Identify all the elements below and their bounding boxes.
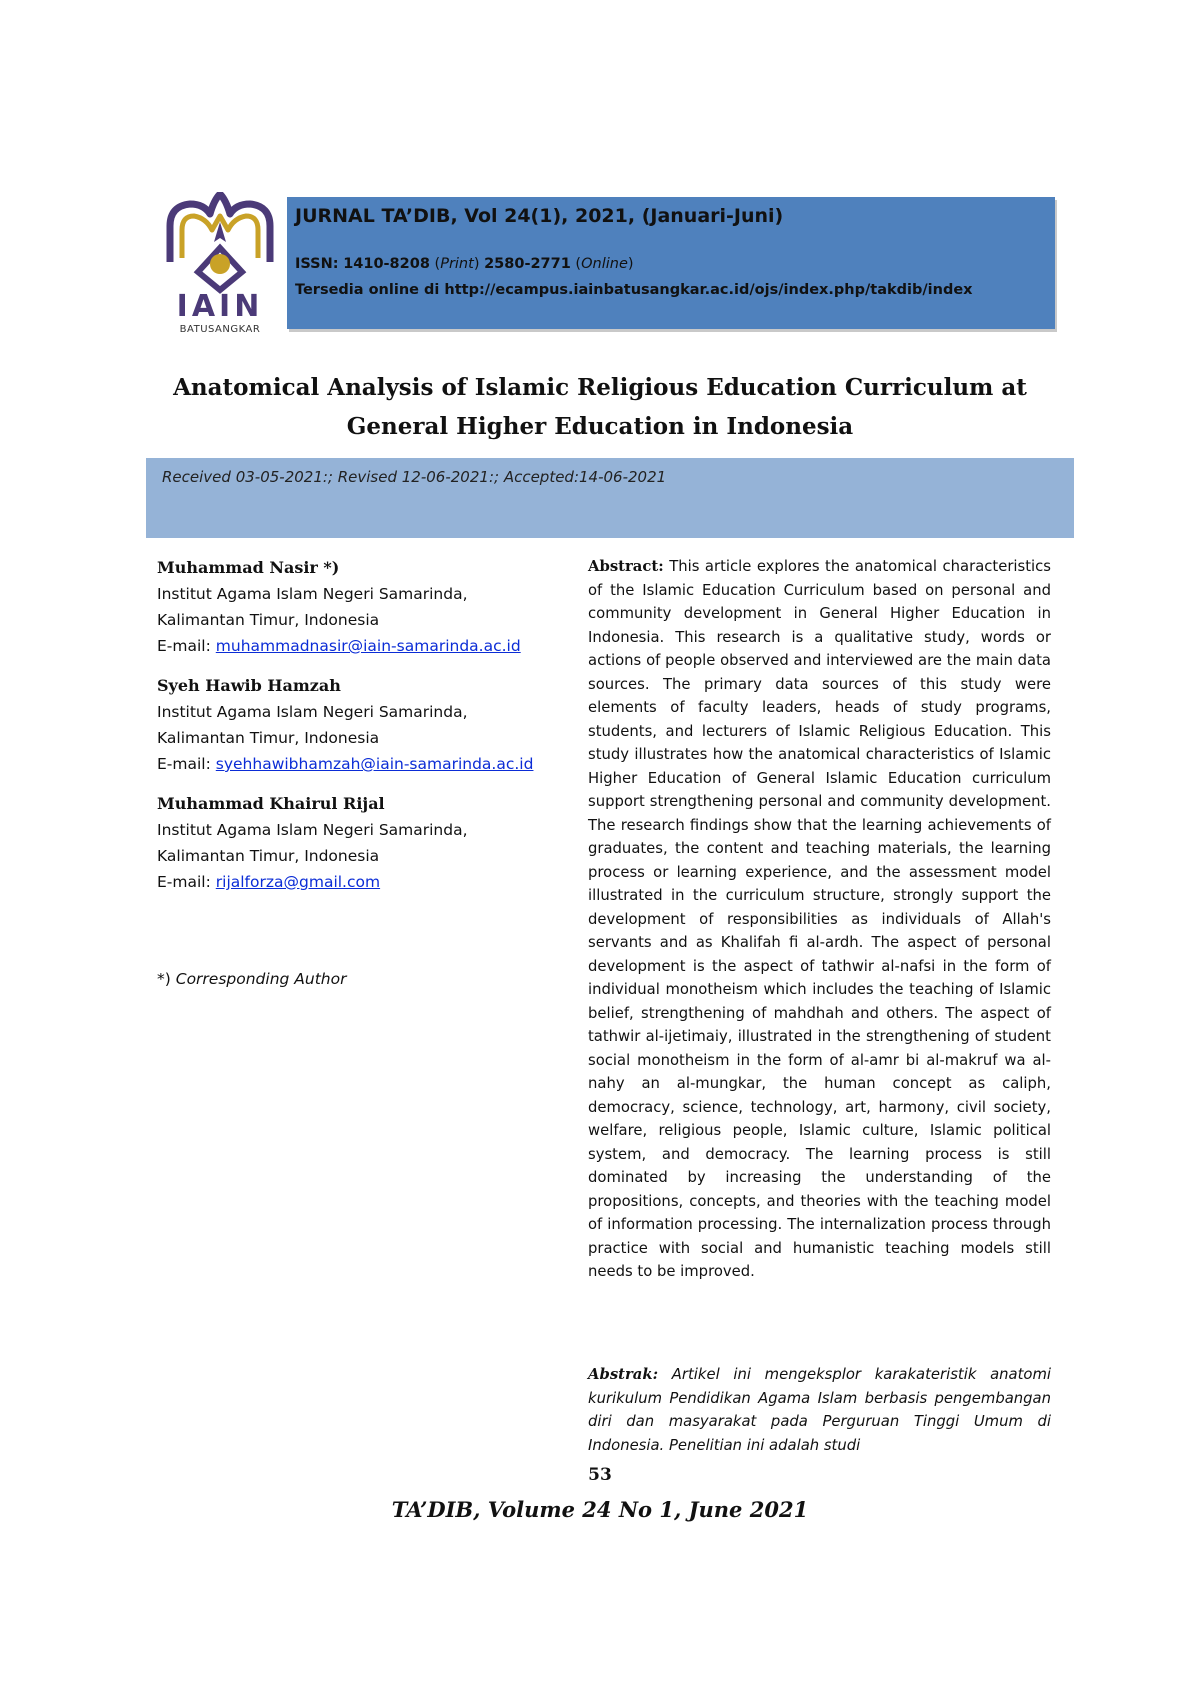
logo-iain-text: IAIN	[176, 289, 264, 324]
author-location: Kalimantan Timur, Indonesia	[157, 729, 380, 747]
email-label: E-mail:	[157, 755, 211, 773]
abstract-english	[588, 555, 1051, 1284]
journal-header-box	[287, 197, 1055, 329]
logo-emblem-icon	[160, 192, 280, 294]
author-email-link[interactable]: syehhawibhamzah@iain-samarinda.ac.id	[215, 755, 534, 773]
author-location: Kalimantan Timur, Indonesia	[157, 847, 380, 865]
author-email-line	[157, 751, 577, 777]
author-name: Syeh Hawib Hamzah	[157, 676, 341, 695]
author-institution: Institut Agama Islam Negeri Samarinda,	[157, 703, 468, 721]
author-email-line	[157, 869, 577, 895]
authors-list	[157, 555, 577, 909]
article-dates-box	[146, 458, 1074, 538]
issn-online-tag: Online	[581, 256, 628, 272]
issn-print-tag: Print	[440, 256, 474, 272]
corresponding-marker: *)	[157, 970, 171, 988]
journal-issn: ISSN: 1410-8208 (Print) 2580-2771 (Online)	[295, 256, 634, 272]
author-email-line	[157, 633, 577, 659]
journal-logo	[160, 192, 280, 342]
author-name: Muhammad Khairul Rijal	[157, 794, 385, 813]
author-institution: Institut Agama Islam Negeri Samarinda,	[157, 821, 468, 839]
corresponding-text: Corresponding Author	[175, 970, 347, 988]
issn-print-number: 1410-8208	[343, 256, 430, 272]
author-block	[157, 555, 577, 659]
journal-title: JURNAL TA’DIB, Vol 24(1), 2021, (Januari-Juni)	[295, 205, 784, 227]
author-email-link[interactable]: muhammadnasir@iain-samarinda.ac.id	[215, 637, 521, 655]
corresponding-author-note	[157, 970, 346, 988]
author-block	[157, 673, 577, 777]
author-institution: Institut Agama Islam Negeri Samarinda,	[157, 585, 468, 603]
author-email-link[interactable]: rijalforza@gmail.com	[215, 873, 381, 891]
abstrak-label: Abstrak:	[588, 1366, 659, 1383]
email-label: E-mail:	[157, 873, 211, 891]
email-label: E-mail:	[157, 637, 211, 655]
page-footer: TA’DIB, Volume 24 No 1, June 2021	[391, 1497, 809, 1522]
author-block	[157, 791, 577, 895]
article-dates: Received 03-05-2021:; Revised 12-06-2021:; Accepted:14-06-2021	[162, 468, 667, 486]
author-location: Kalimantan Timur, Indonesia	[157, 611, 380, 629]
abstract-text: This article explores the anatomical characteristics of the Islamic Education Curriculum based on personal and community development in General Higher Education in Indonesia. This research is a qualitative study, words or actions of people observed and interviewed are the main data sources. The primary data sources of this study were elements of faculty leaders, heads of study programs, students, and lecturers of Islamic Religious Education. This study illustrates how the anatomical characteristics of Islamic Higher Education of General Islamic Education curriculum support strengthening personal and community development. The research findings show that the learning achievements of graduates, the content and teaching materials, the learning process or learning experience, and the assessment model illustrated in the curriculum structure, strongly support the development of responsibilities as individuals of Allah's servants and as Khalifah fi al-ardh. The aspect of personal development is the aspect of tathwir al-nafsi in the form of individual monotheism which includes the teaching of Islamic belief, strengthening of mahdhah and others. The aspect of tathwir al-ijetimaiy, illustrated in the strengthening of student social monotheism in the form of al-amr bi al-makruf wa al-nahy an al-mungkar, the human concept as caliph, democracy, science, technology, art, harmony, civil society, welfare, religious people, Islamic culture, Islamic political system, and democracy. The learning process is still dominated by increasing the understanding of the propositions, concepts, and theories with the teaching model of information processing. The internalization process through practice with social and humanistic teaching models still needs to be improved.	[588, 558, 1051, 1280]
page-number: 53	[588, 1465, 612, 1485]
issn-online-number: 2580-2771	[484, 256, 571, 272]
issn-label: ISSN:	[295, 256, 339, 272]
journal-availability-link[interactable]: Tersedia online di http://ecampus.iainbatusangkar.ac.id/ojs/index.php/takdib/index	[295, 282, 973, 298]
abstrak-text: Artikel ini mengeksplor karakateristik anatomi kurikulum Pendidikan Agama Islam berbasis pengembangan diri dan masyarakat pada Perguruan Tinggi Umum di Indonesia. Penelitian ini adalah studi	[588, 1366, 1051, 1454]
logo-batusangkar-text: BATUSANGKAR	[179, 324, 261, 335]
article-title: Anatomical Analysis of Islamic Religious Education Curriculum at General Higher Education in Indonesia	[173, 374, 1027, 440]
abstract-label: Abstract:	[588, 558, 664, 575]
abstract-indonesian	[588, 1363, 1051, 1457]
author-name: Muhammad Nasir *)	[157, 558, 340, 577]
